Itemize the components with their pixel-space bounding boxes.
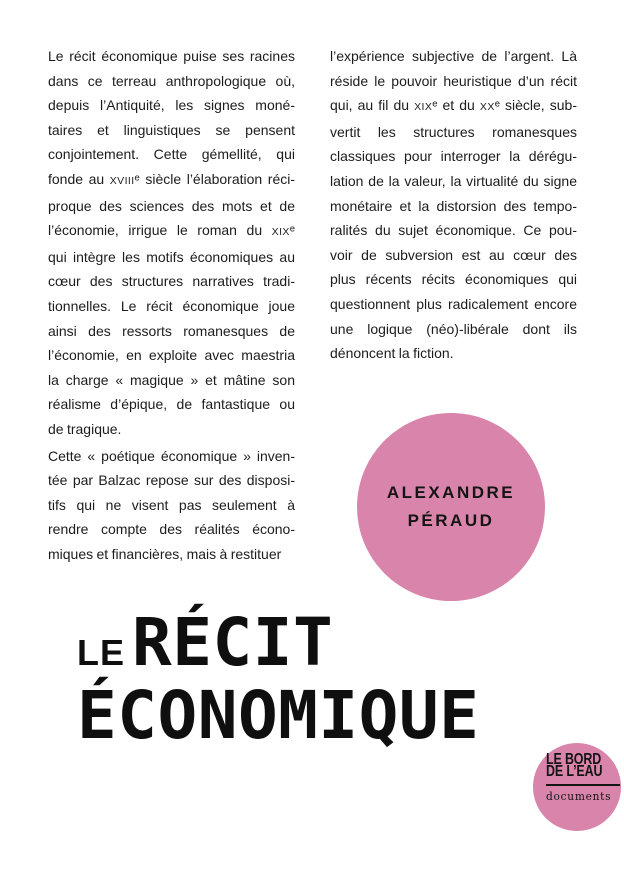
- text-line: de tragique.: [48, 420, 122, 437]
- text-line: proque des sciences des mots et de: [48, 197, 295, 214]
- text-line: taires et linguistiques se pensent: [48, 121, 295, 138]
- text-line: dénoncent la fiction.: [330, 345, 454, 362]
- right-text-column: [330, 44, 577, 366]
- text-line: qui intègre les motifs économiques au: [48, 248, 295, 265]
- paragraph: [330, 44, 577, 366]
- text-line: ralités du sujet économique. Ce pou-: [330, 222, 577, 239]
- text-line: réalisme d’épique, de fantastique ou: [48, 396, 295, 413]
- text-line: miques et financières, mais à restituer: [48, 545, 282, 562]
- text-line: tifs qui ne visent pas seulement à: [48, 496, 295, 513]
- text-line: classiques pour interroger la dérégu-: [330, 148, 577, 165]
- text-line: lation de la valeur, la virtualité du signe: [330, 172, 577, 189]
- text-line: tionnelles. Le récit économique joue: [48, 297, 295, 314]
- title-word-economique: ÉCONOMIQUE: [77, 677, 480, 754]
- publisher-logo: [546, 751, 620, 803]
- publisher-name-line2: DE L’EAU: [546, 763, 603, 780]
- text-line: Le récit économique puise ses racines: [48, 48, 295, 64]
- text-line: l’expérience subjective de l’argent. Là: [330, 48, 577, 64]
- book-title-line1: [77, 606, 479, 679]
- text-line: monétaire et la distorsion des tempo-: [330, 197, 577, 214]
- text-line: réside le pouvoir heuristique d’un récit: [330, 72, 577, 89]
- text-line: Cette « poétique économique » inven-: [48, 447, 295, 464]
- text-line: dans ce terreau anthropologique où,: [48, 72, 295, 89]
- text-line: l’économie, en exploite avec maestria: [48, 347, 295, 364]
- paragraph: [48, 44, 295, 442]
- text-line: une logique (néo)-libérale dont ils: [330, 320, 577, 337]
- text-line: depuis l’Antiquité, les signes moné-: [48, 97, 295, 114]
- text-line: questionnent plus radicalement encore: [330, 295, 577, 312]
- text-line: voir de subversion est au cœur des: [330, 246, 577, 263]
- text-line: plus récents récits économiques qui: [330, 271, 577, 288]
- left-text-column: [48, 44, 295, 566]
- text-line: l’économie, irrigue le roman du XIXᵉ: [48, 222, 295, 239]
- book-title: [77, 606, 479, 752]
- text-line: cœur des structures narratives tradi-: [48, 273, 295, 290]
- author-first-name: ALEXANDRE: [386, 483, 516, 502]
- author-circle: [357, 413, 545, 601]
- text-line: conjointement. Cette gémellité, qui: [48, 146, 295, 163]
- collection-label: documents: [546, 788, 612, 803]
- publisher-logo-circle: [533, 743, 621, 831]
- publisher-name-line1: LE BORD: [546, 751, 602, 768]
- text-line: rendre compte des réalités écono-: [48, 521, 295, 538]
- text-line: la charge « magique » et mâtine son: [48, 371, 295, 388]
- author-last-name: PÉRAUD: [407, 511, 495, 530]
- text-line: qui, au fil du XIXᵉ et du XXᵉ siècle, sub-: [330, 97, 577, 114]
- text-line: ainsi des ressorts romanesques de: [48, 322, 295, 339]
- title-word-recit: RÉCIT: [132, 604, 334, 681]
- text-line: fonde au XVIIIᵉ siècle l’élaboration réci-: [48, 170, 295, 187]
- text-line: tée par Balzac repose sur des disposi-: [48, 472, 295, 489]
- publisher-logo-divider: [546, 784, 620, 786]
- author-name: [387, 479, 515, 535]
- text-line: vertit les structures romanesques: [330, 123, 577, 140]
- title-article: LE: [77, 632, 126, 673]
- paragraph: [48, 444, 295, 567]
